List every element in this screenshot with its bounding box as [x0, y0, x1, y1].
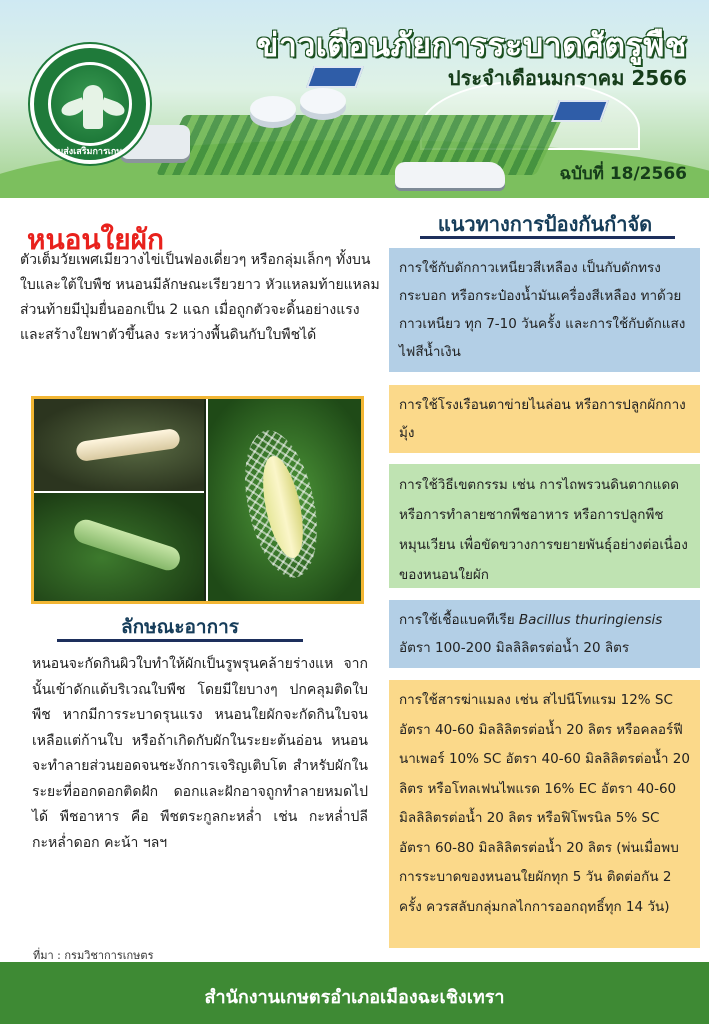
- pest-description: ตัวเต็มวัยเพศเมียวางไข่เป็นฟองเดี่ยวๆ หรือกลุ่มเล็กๆ ทั้งบนใบและใต้ใบพืช หนอนมีลักษณะเรียวยาว หัวแหลมท้ายแหลม ส่วนท้ายมีปุ่มยื่นออกเป็น 2 แฉก เมื่อถูกตัวจะดิ้นอย่างแรง และสร้างใยพาตัวขึ้นลง ระหว่างพื้นดินกับใบพืชได้: [20, 252, 380, 343]
- symptoms-heading: ลักษณะอาการ: [121, 616, 239, 638]
- control-item-insecticide: การใช้สารฆ่าแมลง เช่น สไปนีโทแรม 12% SC อัตรา 40-60 มิลลิลิตรต่อน้ำ 20 ลิตร หรือคลอร์ฟีนาเพอร์ 10% SC อัตรา 40-60 มิลลิลิตรต่อน้ำ 20 ลิตร หรือโทลเฟนไพแรด 16% EC อัตรา 40-60 มิลลิลิตรต่อน้ำ 20 ลิตร หรือฟิโพรนิล 5% SC อัตรา 60-80 มิลลิลิตรต่อน้ำ 20 ลิตร (พ่นเมื่อพบการระบาดของหนอนใยผักทุก 5 วัน ติดต่อกัน 2 ครั้ง ควรสลับกลุ่มกลไกการออกฤทธิ์ทุก 14 วัน): [389, 680, 700, 948]
- larva-image: [75, 428, 181, 462]
- larva-on-leaf-photo: [34, 491, 204, 601]
- header-banner: [0, 0, 709, 198]
- logo-text: กรมส่งเสริมการเกษตร: [47, 147, 133, 157]
- control-underline: [420, 236, 675, 239]
- source-note: ที่มา : กรมวิชาการเกษตร: [33, 949, 154, 962]
- bacteria-rate: อัตรา 100-200 มิลลิลิตรต่อน้ำ 20 ลิตร: [399, 640, 630, 656]
- water-tank-illustration: [300, 88, 346, 114]
- control-item-net-house: การใช้โรงเรือนตาข่ายไนล่อน หรือการปลูกผักกางมุ้ง: [389, 385, 700, 453]
- pest-title: หนอนใยผัก: [27, 223, 164, 256]
- pest-photo-collage: [31, 396, 364, 604]
- symptoms-underline: [57, 639, 303, 642]
- logo-wing-right: [99, 97, 126, 118]
- control-item-bacteria: [389, 600, 700, 668]
- water-tank-illustration: [250, 96, 296, 122]
- page-subtitle: ประจำเดือนมกราคม 2566: [447, 66, 687, 90]
- issue-number: ฉบับที่ 18/2566: [559, 164, 687, 184]
- footer-office-name: สำนักงานเกษตรอำเภอเมืองฉะเชิงเทรา: [204, 987, 505, 1008]
- logo-figure: [83, 85, 103, 129]
- control-heading: แนวทางการป้องกันกำจัด: [437, 212, 653, 236]
- control-item-cultural-method: การใช้วิธีเขตกรรม เช่น การไถพรวนดินตากแดด หรือการทำลายซากพืชอาหาร หรือการปลูกพืชหมุนเวียน เพื่อขัดขวางการขยายพันธุ์อย่างต่อเนื่องของหนอนใยผัก: [389, 464, 700, 588]
- logo-emblem: [48, 62, 132, 146]
- page-title: ข่าวเตือนภัยการระบาดศัตรูพืช: [256, 26, 687, 64]
- department-logo: [30, 44, 150, 164]
- pupa-photo: [206, 399, 361, 601]
- truck-illustration: [395, 162, 505, 188]
- larva-photo: [34, 399, 204, 491]
- solar-panel-illustration: [551, 100, 609, 122]
- symptoms-text: หนอนจะกัดกินผิวใบทำให้ผักเป็นรูพรุนคล้ายร่างแห จากนั้นเข้าดักแด้บริเวณใบพืช โดยมีใยบางๆ ปกคลุมติดใบพืช หากมีการระบาดรุนแรง หนอนใยผักจะกัดกินใบจนเหลือแต่ก้านใบ หรือถ้าเกิดกับผักในระยะต้นอ่อน หนอนจะทำลายส่วนยอดจนชะงักการเจริญเติบโต สำหรับผักในระยะที่ออกดอกติดฝัก ดอกและฝักอาจถูกทำลายหมดไปได้ พืชอาหาร คือ พืชตระกูลกะหล่ำ เช่น กะหล่ำปลี กะหล่ำดอก คะน้า ฯลฯ: [32, 656, 368, 851]
- larva-image: [71, 517, 183, 574]
- crop-field-illustration: [156, 115, 564, 175]
- footer-bar: [0, 962, 709, 1024]
- bacteria-prefix: การใช้เชื้อแบคทีเรีย: [399, 612, 515, 628]
- bacteria-name: Bacillus thuringiensis: [518, 612, 663, 628]
- control-item-sticky-trap: การใช้กับดักกาวเหนียวสีเหลือง เป็นกับดักทรงกระบอก หรือกระป๋องน้ำมันเครื่องสีเหลือง ทาด้วยกาวเหนียว ทุก 7-10 วันครั้ง และการใช้กับดักแสงไฟสีน้ำเงิน: [389, 248, 700, 372]
